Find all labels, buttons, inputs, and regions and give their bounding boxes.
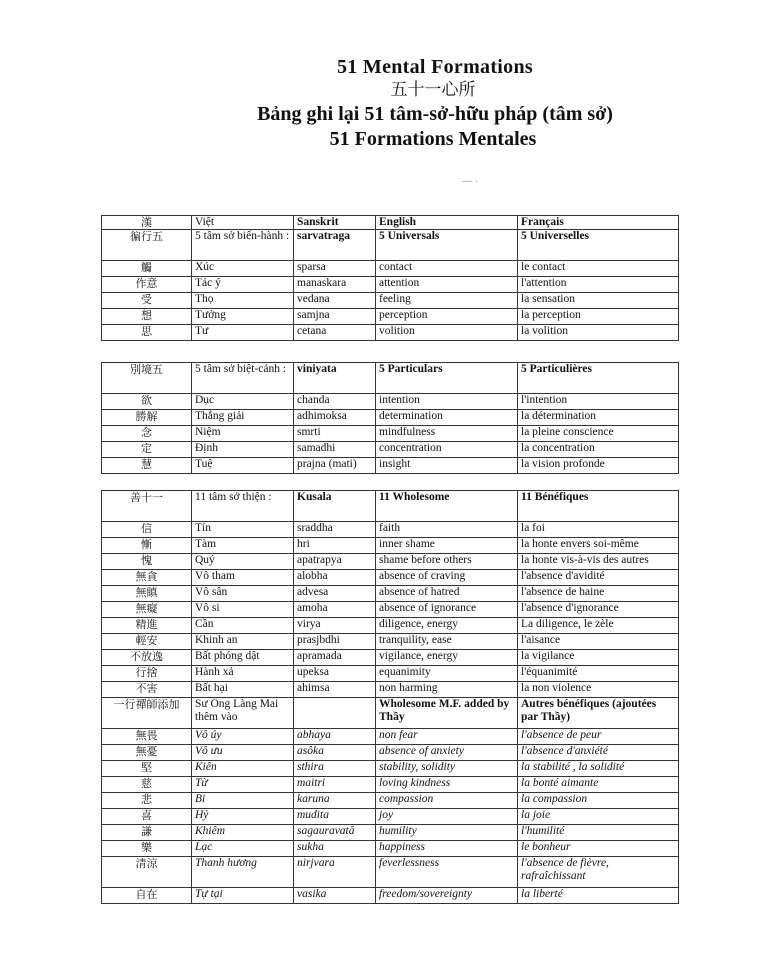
vietnamese-cell: Thanh hương (192, 857, 294, 888)
french-cell: la volition (518, 325, 679, 341)
sanskrit-cell: chanda (294, 394, 376, 410)
english-cell: tranquility, ease (376, 634, 518, 650)
french-cell: l'absence d'avidité (518, 570, 679, 586)
title-vietnamese: Bảng ghi lại 51 tâm-sở-hữu pháp (tâm sở) (257, 103, 613, 125)
french-cell: la perception (518, 309, 679, 325)
english-cell: absence of anxiety (376, 745, 518, 761)
table-row (102, 586, 679, 602)
vietnamese-cell: 5 tâm sở biệt-cảnh : (192, 363, 294, 394)
sanskrit-cell: upeksa (294, 666, 376, 682)
english-cell: absence of craving (376, 570, 518, 586)
french-cell: la détermination (518, 410, 679, 426)
vietnamese-cell: Vô tham (192, 570, 294, 586)
french-cell: la pleine conscience (518, 426, 679, 442)
english-cell: volition (376, 325, 518, 341)
vietnamese-cell: Cần (192, 618, 294, 634)
table-row (102, 777, 679, 793)
french-cell: 11 Bénéfiques (518, 491, 679, 522)
sanskrit-cell: amoha (294, 602, 376, 618)
english-cell: loving kindness (376, 777, 518, 793)
title-chinese: 五十一心所 (390, 80, 476, 100)
sanskrit-cell: advesa (294, 586, 376, 602)
vietnamese-cell: Từ (192, 777, 294, 793)
sanskrit-cell: samjna (294, 309, 376, 325)
english-cell: 5 Particulars (376, 363, 518, 394)
sanskrit-cell: viniyata (294, 363, 376, 394)
sanskrit-cell: asôka (294, 745, 376, 761)
vietnamese-cell: Tàm (192, 538, 294, 554)
french-cell: la joie (518, 809, 679, 825)
han-cell: 思 (102, 325, 192, 341)
table-row (102, 745, 679, 761)
english-cell: diligence, energy (376, 618, 518, 634)
sanskrit-cell: sagauravatā (294, 825, 376, 841)
han-cell: 不放逸 (102, 650, 192, 666)
han-cell: 作意 (102, 277, 192, 293)
english-cell: insight (376, 458, 518, 474)
french-cell: la non violence (518, 682, 679, 698)
han-cell: 漢 (102, 216, 192, 230)
table-row (102, 491, 679, 522)
french-cell: la sensation (518, 293, 679, 309)
title-french: 51 Formations Mentales (329, 128, 537, 150)
table-row (102, 363, 679, 394)
sanskrit-cell: adhimoksa (294, 410, 376, 426)
han-cell: 樂 (102, 841, 192, 857)
table-row (102, 442, 679, 458)
han-cell: 別境五 (102, 363, 192, 394)
universals-table (101, 215, 679, 341)
table-row (102, 458, 679, 474)
french-cell: La diligence, le zèle (518, 618, 679, 634)
han-cell: 受 (102, 293, 192, 309)
vietnamese-cell: Hành xả (192, 666, 294, 682)
french-cell: Français (518, 216, 679, 230)
table-row (102, 261, 679, 277)
han-cell: 信 (102, 522, 192, 538)
sanskrit-cell: sraddha (294, 522, 376, 538)
french-cell: la vision profonde (518, 458, 679, 474)
vietnamese-cell: Hỷ (192, 809, 294, 825)
french-cell: la honte envers soi-même (518, 538, 679, 554)
table-row (102, 841, 679, 857)
vietnamese-cell: Tín (192, 522, 294, 538)
vietnamese-cell: Tư (192, 325, 294, 341)
vietnamese-cell: Bất phóng dật (192, 650, 294, 666)
vietnamese-cell: 11 tâm sở thiện : (192, 491, 294, 522)
french-cell: l'absence d'anxiété (518, 745, 679, 761)
french-cell: la stabilité , la solidité (518, 761, 679, 777)
sanskrit-cell: manaskara (294, 277, 376, 293)
french-cell: Autres bénéfiques (ajoutées par Thầy) (518, 698, 679, 729)
han-cell: 喜 (102, 809, 192, 825)
french-cell: l'absence d'ignorance (518, 602, 679, 618)
title-block (0, 55, 780, 151)
vietnamese-cell: Dục (192, 394, 294, 410)
english-cell: absence of hatred (376, 586, 518, 602)
han-cell: 欲 (102, 394, 192, 410)
vietnamese-cell: Vô úy (192, 729, 294, 745)
sanskrit-cell: ahimsa (294, 682, 376, 698)
vietnamese-cell: Bi (192, 793, 294, 809)
table-row (102, 230, 679, 261)
han-cell: 無貪 (102, 570, 192, 586)
sanskrit-cell: smrti (294, 426, 376, 442)
english-cell: perception (376, 309, 518, 325)
table-row (102, 666, 679, 682)
table-row (102, 793, 679, 809)
vietnamese-cell: Bất hại (192, 682, 294, 698)
table-row (102, 394, 679, 410)
english-cell: feeling (376, 293, 518, 309)
han-cell: 慈 (102, 777, 192, 793)
english-cell: happiness (376, 841, 518, 857)
table-row (102, 216, 679, 230)
french-cell: le bonheur (518, 841, 679, 857)
han-cell: 善十一 (102, 491, 192, 522)
vietnamese-cell: Quý (192, 554, 294, 570)
han-cell: 清涼 (102, 857, 192, 888)
vietnamese-cell: 5 tâm sở biến-hành : (192, 230, 294, 261)
vietnamese-cell: Khiêm (192, 825, 294, 841)
sanskrit-cell: cetana (294, 325, 376, 341)
sanskrit-cell: mudita (294, 809, 376, 825)
english-cell: concentration (376, 442, 518, 458)
table-row (102, 761, 679, 777)
english-cell: non fear (376, 729, 518, 745)
han-cell: 精進 (102, 618, 192, 634)
vietnamese-cell: Thọ (192, 293, 294, 309)
han-cell: 慚 (102, 538, 192, 554)
table-row (102, 410, 679, 426)
han-cell: 謙 (102, 825, 192, 841)
han-cell: 慧 (102, 458, 192, 474)
han-cell: 觸 (102, 261, 192, 277)
sanskrit-cell: Kusala (294, 491, 376, 522)
vietnamese-cell: Việt (192, 216, 294, 230)
vietnamese-cell: Khinh an (192, 634, 294, 650)
english-cell: intention (376, 394, 518, 410)
sanskrit-cell: apramada (294, 650, 376, 666)
french-cell: 5 Universelles (518, 230, 679, 261)
english-cell: feverlessness (376, 857, 518, 888)
sanskrit-cell: vasika (294, 888, 376, 904)
table-row (102, 888, 679, 904)
vietnamese-cell: Định (192, 442, 294, 458)
han-cell: 一行禪師添加 (102, 698, 192, 729)
particulars-table (101, 362, 679, 474)
vietnamese-cell: Kiên (192, 761, 294, 777)
french-cell: la liberté (518, 888, 679, 904)
sanskrit-cell: sparsa (294, 261, 376, 277)
table-row (102, 293, 679, 309)
english-cell: attention (376, 277, 518, 293)
english-cell: shame before others (376, 554, 518, 570)
french-cell: la compassion (518, 793, 679, 809)
english-cell: equanimity (376, 666, 518, 682)
han-cell: 行捨 (102, 666, 192, 682)
vietnamese-cell: Tự tại (192, 888, 294, 904)
wholesome-table (101, 490, 679, 904)
han-cell: 無畏 (102, 729, 192, 745)
table-row (102, 538, 679, 554)
vietnamese-cell: Xúc (192, 261, 294, 277)
english-cell: mindfulness (376, 426, 518, 442)
han-cell: 想 (102, 309, 192, 325)
han-cell: 悲 (102, 793, 192, 809)
vietnamese-cell: Niệm (192, 426, 294, 442)
french-cell: l'humilité (518, 825, 679, 841)
sanskrit-cell: sthira (294, 761, 376, 777)
french-cell: l'absence de haine (518, 586, 679, 602)
english-cell: freedom/sovereignty (376, 888, 518, 904)
han-cell: 無癡 (102, 602, 192, 618)
french-cell: l'absence de fièvre, rafraîchissant (518, 857, 679, 888)
vietnamese-cell: Sư Ông Làng Mai thêm vào (192, 698, 294, 729)
english-cell: non harming (376, 682, 518, 698)
table-row (102, 650, 679, 666)
french-cell: le contact (518, 261, 679, 277)
han-cell: 不害 (102, 682, 192, 698)
french-cell: l'intention (518, 394, 679, 410)
french-cell: l'attention (518, 277, 679, 293)
table-row (102, 522, 679, 538)
sanskrit-cell: karuna (294, 793, 376, 809)
table-row (102, 857, 679, 888)
table-row (102, 825, 679, 841)
table-row (102, 602, 679, 618)
sanskrit-cell (294, 698, 376, 729)
french-cell: la vigilance (518, 650, 679, 666)
sanskrit-cell: virya (294, 618, 376, 634)
vietnamese-cell: Thắng giải (192, 410, 294, 426)
sanskrit-cell: vedana (294, 293, 376, 309)
english-cell: 11 Wholesome (376, 491, 518, 522)
english-cell: contact (376, 261, 518, 277)
sanskrit-cell: samadhi (294, 442, 376, 458)
vietnamese-cell: Tưởng (192, 309, 294, 325)
table-row (102, 554, 679, 570)
english-cell: determination (376, 410, 518, 426)
table-row (102, 729, 679, 745)
sanskrit-cell: apatrapya (294, 554, 376, 570)
french-cell: l'aisance (518, 634, 679, 650)
sanskrit-cell: maitri (294, 777, 376, 793)
table-row (102, 309, 679, 325)
sanskrit-cell: prasjbdhi (294, 634, 376, 650)
english-cell: joy (376, 809, 518, 825)
table-row (102, 570, 679, 586)
french-cell: l'équanimité (518, 666, 679, 682)
english-cell: vigilance, energy (376, 650, 518, 666)
sanskrit-cell: alobha (294, 570, 376, 586)
english-cell: Wholesome M.F. added by Thầy (376, 698, 518, 729)
table-row (102, 809, 679, 825)
sanskrit-cell: Sanskrit (294, 216, 376, 230)
french-cell: la honte vis-à-vis des autres (518, 554, 679, 570)
table-row (102, 426, 679, 442)
vietnamese-cell: Tuệ (192, 458, 294, 474)
table-row (102, 277, 679, 293)
french-cell: 5 Particulières (518, 363, 679, 394)
han-cell: 徧行五 (102, 230, 192, 261)
english-cell: stability, solidity (376, 761, 518, 777)
han-cell: 自在 (102, 888, 192, 904)
sanskrit-cell: hri (294, 538, 376, 554)
sanskrit-cell: prajna (mati) (294, 458, 376, 474)
han-cell: 勝解 (102, 410, 192, 426)
han-cell: 輕安 (102, 634, 192, 650)
han-cell: 念 (102, 426, 192, 442)
french-cell: la concentration (518, 442, 679, 458)
english-cell: 5 Universals (376, 230, 518, 261)
english-cell: faith (376, 522, 518, 538)
table-row (102, 325, 679, 341)
french-cell: la bonté aimante (518, 777, 679, 793)
table-row (102, 682, 679, 698)
title-english: 51 Mental Formations (337, 56, 533, 78)
english-cell: English (376, 216, 518, 230)
table-row (102, 698, 679, 729)
french-cell: l'absence de peur (518, 729, 679, 745)
vietnamese-cell: Vô si (192, 602, 294, 618)
english-cell: humility (376, 825, 518, 841)
french-cell: la foi (518, 522, 679, 538)
han-cell: 無憂 (102, 745, 192, 761)
vietnamese-cell: Vô ưu (192, 745, 294, 761)
table-row (102, 618, 679, 634)
han-cell: 無瞋 (102, 586, 192, 602)
sanskrit-cell: abhaya (294, 729, 376, 745)
sanskrit-cell: sarvatraga (294, 230, 376, 261)
han-cell: 定 (102, 442, 192, 458)
vietnamese-cell: Vô sân (192, 586, 294, 602)
english-cell: inner shame (376, 538, 518, 554)
vietnamese-cell: Lạc (192, 841, 294, 857)
han-cell: 堅 (102, 761, 192, 777)
sanskrit-cell: nirjvara (294, 857, 376, 888)
english-cell: absence of ignorance (376, 602, 518, 618)
han-cell: 愧 (102, 554, 192, 570)
scan-mark: — · (462, 176, 479, 187)
vietnamese-cell: Tác ý (192, 277, 294, 293)
table-row (102, 634, 679, 650)
sanskrit-cell: sukha (294, 841, 376, 857)
english-cell: compassion (376, 793, 518, 809)
